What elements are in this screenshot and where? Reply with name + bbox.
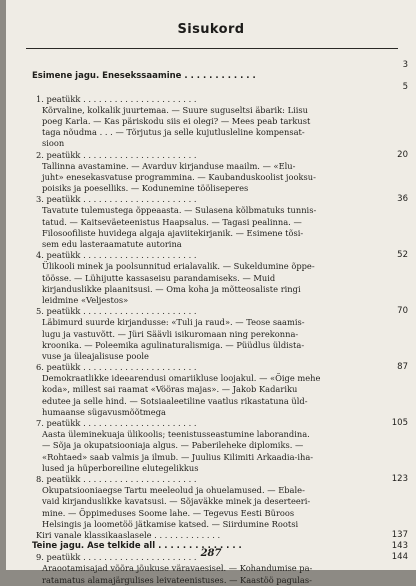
toc-line-text: edutee ja selle hind. — Sotsiaaleetiline vaatlus rikastatuna üld- bbox=[42, 395, 308, 406]
toc-line-text: mine. — Õppimeduses Soome lahe. — Tegevus Eesti Büroos bbox=[42, 507, 295, 518]
toc-line bbox=[32, 273, 408, 284]
toc-line-text: Tavatute tulemustega õppeaasta. — Sulasena kõlbmatuks tunnis- bbox=[42, 205, 317, 216]
toc-line-text: Teine jagu. Ase telkide all . . . . . . . . . . . . . . bbox=[32, 541, 242, 552]
toc-page-number: 52 bbox=[397, 250, 408, 261]
toc-line-text: 3. peatükk . . . . . . . . . . . . . . . . . . . . . . bbox=[36, 194, 197, 205]
toc-line-text: 9. peatükk . . . . . . . . . . . . . . . . . . . . . . bbox=[36, 552, 197, 563]
toc-line bbox=[32, 317, 408, 328]
toc-line-text: «Rohtaed» saab valmis ja ilmub. — Juulius Kilimiti Arkaadia-iha- bbox=[42, 451, 314, 462]
toc-line bbox=[32, 351, 408, 362]
toc-line-text: 6. peatükk . . . . . . . . . . . . . . . . . . . . . . bbox=[36, 362, 197, 373]
toc-line bbox=[32, 429, 408, 440]
toc-line bbox=[32, 250, 408, 261]
toc-line bbox=[32, 418, 408, 429]
toc-line-text: — Sõja ja okupatsiooniaja algus. — Paberileheke diplomiks. — bbox=[42, 440, 304, 451]
toc-line bbox=[32, 362, 408, 373]
toc-line bbox=[32, 71, 408, 82]
toc-line-text: humaanse sügavusmõõtmega bbox=[42, 406, 166, 417]
toc-line-text: kroonika. — Poleemika agulinaturalismiga. — Püüdlus üldista- bbox=[42, 339, 305, 350]
toc-page-number: 36 bbox=[397, 194, 408, 205]
toc-page-number: 87 bbox=[397, 362, 408, 373]
toc-line bbox=[32, 161, 408, 172]
toc-line bbox=[32, 463, 408, 474]
toc-line bbox=[32, 452, 408, 463]
toc-line bbox=[32, 94, 408, 105]
toc-line-text: Tallinna avastamine. — Avarduv kirjanduse maailm. — «Elu- bbox=[42, 160, 296, 171]
toc-line bbox=[32, 384, 408, 395]
toc-line bbox=[32, 575, 408, 586]
toc-line-text: tatud. — Kaitseväeteenistus Haapsalus. — Tagasi pealinna. — bbox=[42, 216, 302, 227]
toc-line-text: Demokraatlikke ideearendusi omariikluse loojakul. — «Õige mehe bbox=[42, 373, 321, 384]
toc-line bbox=[32, 105, 408, 116]
toc-page-number: 144 bbox=[391, 552, 408, 563]
toc-line bbox=[32, 474, 408, 485]
toc-line bbox=[32, 183, 408, 194]
toc-line bbox=[32, 217, 408, 228]
toc-line-text: Kiri vanale klassikaaslasele . . . . . . . . . . . . . bbox=[36, 529, 221, 540]
toc-page-number: 143 bbox=[391, 541, 408, 552]
toc-line bbox=[32, 306, 408, 317]
toc-line-text: Ülikooli minek ja poolsunnitud erialavalik. — Sukeldumine õppe- bbox=[42, 261, 315, 272]
toc-line bbox=[32, 82, 408, 93]
toc-line bbox=[32, 127, 408, 138]
toc-page-number: 70 bbox=[397, 306, 408, 317]
toc-line bbox=[32, 396, 408, 407]
toc-line bbox=[32, 172, 408, 183]
toc-line bbox=[32, 519, 408, 530]
page-title: Sisukord bbox=[177, 22, 245, 37]
toc-line-text: lugu ja vastuvõtt. — Jüri Säävli isikuromaan ning perekonna- bbox=[42, 328, 299, 339]
toc-line-text: leidmine «Veljestos» bbox=[42, 294, 129, 305]
toc-page-number: 137 bbox=[391, 529, 408, 540]
book-page bbox=[6, 0, 416, 585]
toc-line-text: ratamatus alamajärgulises leivateenistuses. — Kaastöö pagulas- bbox=[42, 574, 312, 585]
table-of-contents bbox=[32, 60, 408, 586]
toc-line-text: poeg Karla. — Kas päriskodu siis ei olegi? — Mees peab tarkust bbox=[42, 115, 311, 126]
toc-line-text: kirjanduslikke plaanitsusi. — Oma koha ja mõtteosaliste ringi bbox=[42, 283, 301, 294]
toc-line bbox=[32, 485, 408, 496]
toc-line bbox=[32, 508, 408, 519]
toc-page-number: 3 bbox=[402, 60, 408, 70]
toc-line-text: 2. peatükk . . . . . . . . . . . . . . . . . . . . . . bbox=[36, 149, 197, 160]
toc-line bbox=[32, 150, 408, 161]
toc-line bbox=[32, 407, 408, 418]
toc-line bbox=[32, 496, 408, 507]
toc-line-text: Läbimurd suurde kirjandusse: «Tuli ja raud». — Teose saamis- bbox=[42, 317, 305, 328]
toc-line-text: Esimene jagu. Enesekssaamine . . . . . . . . . . . . bbox=[32, 71, 256, 82]
toc-line bbox=[32, 205, 408, 216]
toc-line-text: Filosoofiliste huvidega algaja ajaviitekirjanik. — Esimene tõsi- bbox=[42, 227, 304, 238]
toc-line-text: töösse. — Lühijutte kassaseisu parandamiseks. — Muid bbox=[42, 272, 276, 283]
toc-line-text: Helsingis ja loometöö jätkamise katsed. — Siirdumine Rootsi bbox=[42, 518, 299, 529]
toc-page-number: 123 bbox=[391, 473, 408, 484]
toc-line-text: poisiks ja poeselliks. — Kodunemine tööliseperes bbox=[42, 183, 249, 194]
toc-line-text: 8. peatükk . . . . . . . . . . . . . . . . . . . . . . bbox=[36, 473, 197, 484]
toc-line-text: 1. peatükk . . . . . . . . . . . . . . . . . . . . . . bbox=[36, 93, 197, 104]
toc-line-text: juht» enesekasvatuse programmina. — Kaubanduskoolist jooksu- bbox=[42, 171, 316, 182]
toc-line bbox=[32, 239, 408, 250]
toc-line-text: Aasta üleminekuaja ülikoolis; teenistusseastumine laborandina. bbox=[42, 429, 310, 440]
toc-line-text: lused ja hüperboreiline elutegelikkus bbox=[42, 462, 199, 473]
page-number: 287 bbox=[200, 548, 222, 559]
toc-line-text: sem edu lasteraamatute autorina bbox=[42, 239, 182, 249]
toc-line bbox=[32, 116, 408, 127]
toc-line bbox=[32, 440, 408, 451]
toc-line-text: 4. peatükk . . . . . . . . . . . . . . . . . . . . . . bbox=[36, 250, 197, 261]
toc-line-text: vuse ja üleajalisuse poole bbox=[42, 350, 149, 361]
toc-line-text: sioon bbox=[42, 138, 65, 149]
toc-line-text: taga nõudma . . . — Tõrjutus ja selle kujutlusleline kompensat- bbox=[42, 127, 305, 138]
toc-line bbox=[32, 228, 408, 239]
toc-line bbox=[32, 563, 408, 574]
toc-line bbox=[32, 261, 408, 272]
toc-page-number: 20 bbox=[397, 149, 408, 160]
toc-line-text: Araootamisajad võõra jõukuse väravaesisel. — Kohandumise pa- bbox=[42, 563, 313, 574]
toc-line bbox=[32, 373, 408, 384]
toc-line-text: koda», millest sai raamat «Vööras majas». — Jakob Kadariku bbox=[42, 384, 298, 395]
toc-line bbox=[32, 340, 408, 351]
toc-line-text: vaid kirjanduslikke kavatsusi. — Sõjaväkke minek ja deserteeri- bbox=[42, 496, 311, 507]
toc-line bbox=[32, 60, 408, 71]
toc-line bbox=[32, 295, 408, 306]
toc-page-number: 5 bbox=[402, 82, 408, 93]
toc-line-text: Kõrvaline, kolkalik juurtemaa. — Suure suguseltsi äbarik: Liisu bbox=[42, 104, 309, 115]
toc-line bbox=[32, 284, 408, 295]
toc-line-text: 7. peatükk . . . . . . . . . . . . . . . . . . . . . . bbox=[36, 418, 197, 428]
toc-line bbox=[32, 530, 408, 541]
title-rule bbox=[26, 48, 398, 49]
toc-line-text: 5. peatükk . . . . . . . . . . . . . . . . . . . . . . bbox=[36, 306, 197, 317]
toc-line bbox=[32, 194, 408, 205]
toc-page-number: 105 bbox=[391, 418, 408, 428]
toc-line bbox=[32, 138, 408, 149]
toc-line bbox=[32, 329, 408, 340]
toc-line-text: Okupatsiooniaegse Tartu meeleolud ja ohuelamused. — Ebale- bbox=[42, 485, 305, 496]
